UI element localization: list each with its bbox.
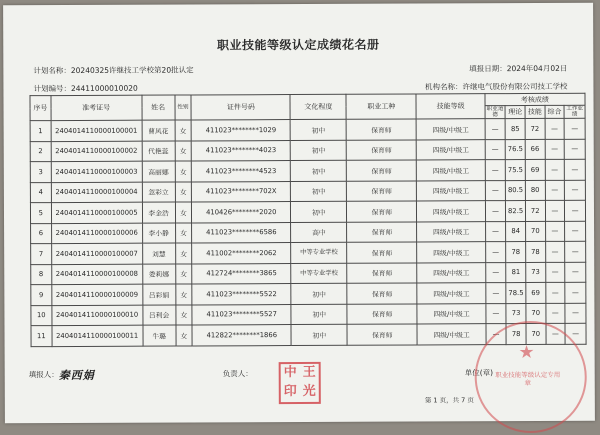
cell-seq: 3 [30,162,51,183]
cell-work: — [565,200,586,221]
table-row [30,159,585,182]
cell-occupation: 保育师 [347,262,417,283]
cell-education: 初中 [291,160,347,181]
cell-skill: 73 [526,262,546,283]
document-title: 职业技能等级认定成绩花名册 [216,37,380,53]
cell-level: 四级/中级工 [417,180,485,201]
cell-overall: — [545,118,565,139]
cell-education: 初中 [291,201,347,222]
cell-level: 四级/中级工 [417,201,485,222]
cell-education: 中等专业学校 [291,242,347,263]
header-ethics: 职业道德 [486,106,504,119]
cell-seq: 8 [31,264,52,285]
cell-seq: 6 [31,223,52,244]
cell-overall: — [545,139,565,160]
cell-occupation: 保育师 [347,201,417,222]
cell-overall: — [545,159,565,180]
official-seal-text: 职业技能等级认定专用章 [495,370,561,388]
cell-cert-no: 2404014110000100004 [51,182,142,203]
cell-level: 四级/中级工 [417,119,485,140]
cell-skill: 70 [525,221,545,242]
header-level: 技能等级 [416,94,484,119]
cell-theory: 84 [506,221,526,242]
header-work: 工作业绩 [564,105,585,118]
header-overall: 综合 [545,105,565,118]
cell-seq: 11 [31,326,52,347]
organization [425,81,568,93]
cell-gender: 女 [176,325,193,346]
header-gender: 性别 [175,95,192,120]
cell-name: 娄莉娜 [142,264,175,285]
cell-gender: 女 [175,202,192,223]
cell-overall: — [545,200,565,221]
cell-skill: 66 [525,139,545,160]
cell-name: 忽彩立 [142,182,175,203]
cell-occupation: 保育师 [347,324,417,345]
cell-cert-no: 2404014110000100001 [51,120,142,141]
cell-occupation: 保育师 [347,180,417,201]
cell-name: 刘慧 [142,243,175,264]
cell-level: 四级/中级工 [417,221,485,242]
cell-ethics: — [485,283,506,304]
cell-overall: — [546,323,566,344]
cell-occupation: 保育师 [347,242,417,263]
cell-name: 曹风花 [142,120,175,141]
cell-name: 吕利会 [142,305,175,326]
table-row [31,303,586,326]
cell-id-no: 411023********4523 [191,161,290,182]
organization-label: 机构名称： [424,82,463,92]
cell-gender: 女 [175,140,192,161]
cell-work: — [564,118,585,139]
cell-theory: 78 [506,324,526,345]
cell-ethics: — [485,242,506,263]
header-occupation: 职业工种 [346,94,416,119]
cell-gender: 女 [175,263,192,284]
cell-theory: 81 [506,262,526,283]
table-header [30,93,585,120]
cell-overall: — [545,282,565,303]
cell-gender: 女 [175,284,192,305]
plan-name [33,64,193,76]
cell-occupation: 保育师 [347,303,417,324]
cell-cert-no: 2404014110000100007 [51,243,142,264]
cell-name: 李金浩 [142,202,175,223]
page-info: 第 1 页，共 7 页 [424,396,474,405]
cell-overall: — [545,241,565,262]
cell-seq: 2 [30,141,51,162]
cell-gender: 女 [175,120,192,141]
table-row [30,139,585,162]
table-row [31,262,586,285]
cell-work: — [564,139,585,160]
table-row [31,282,586,305]
cell-ethics: — [486,324,507,345]
cell-overall: — [545,303,565,324]
unit-seal-label: 单位(章) [464,368,494,378]
cell-id-no: 411023********1029 [191,120,290,141]
cell-theory: 73 [506,303,526,324]
cell-id-no: 411023********4023 [191,140,290,161]
score-roster-table [29,93,586,347]
cell-theory: 78.5 [506,283,526,304]
cell-cert-no: 2404014110000100002 [51,141,142,162]
cell-theory: 76.5 [505,139,525,160]
cell-theory: 78 [506,242,526,263]
cell-id-no: 412822********1866 [192,325,291,346]
table-body [30,118,586,346]
cell-cert-no: 2404014110000100010 [52,305,143,326]
table-row [30,118,585,141]
cell-overall: — [545,262,565,283]
cell-cert-no: 2404014110000100005 [51,202,142,223]
cell-work: — [565,323,586,344]
filler-signature: 秦西娟 [58,368,95,383]
table-row [30,200,585,223]
cell-ethics: — [485,139,506,160]
cell-skill: 69 [525,159,545,180]
cell-skill: 70 [526,303,546,324]
cell-level: 四级/中级工 [417,139,485,160]
cell-seq: 4 [30,182,51,203]
cell-work: — [565,221,586,242]
cell-ethics: — [486,303,507,324]
organization-value: 许继电气股份有限公司技工学校 [462,81,568,92]
cell-work: — [565,180,586,201]
cell-theory: 80.5 [506,180,526,201]
filler-label: 填报人： [28,370,59,380]
cell-id-no: 411023********5522 [192,284,291,305]
cell-level: 四级/中级工 [417,262,485,283]
header-id-no: 证件号码 [191,95,290,120]
cell-gender: 女 [175,222,192,243]
cell-education: 初中 [291,304,347,325]
cell-education: 初中 [291,181,347,202]
table-row [30,180,585,203]
cell-level: 四级/中级工 [417,160,485,181]
plan-number-label: 计划编号： [33,83,71,94]
cell-occupation: 保育师 [347,221,417,242]
seal-char: 中 [283,365,297,381]
cell-education: 初中 [291,140,347,161]
cell-skill: 70 [526,323,546,344]
cell-id-no: 411023********702X [192,181,291,202]
cell-ethics: — [485,180,506,201]
cell-cert-no: 2404014110000100011 [52,325,143,346]
cell-education: 初中 [290,119,346,140]
cell-cert-no: 2404014110000100008 [51,264,142,285]
cell-seq: 9 [31,285,52,306]
header-theory: 理论 [505,106,525,119]
header-scores: 考核成绩 [485,93,585,105]
cell-skill: 69 [526,282,546,303]
cell-id-no: 411023********6586 [192,222,291,243]
cell-seq: 1 [30,121,51,142]
fill-date-value: 2024年04月02日 [506,63,568,74]
cell-name: 高丽娜 [142,161,175,182]
header-skill: 技能 [525,105,545,118]
cell-id-no: 411023********5527 [192,304,291,325]
seal-char: 王 [302,364,316,380]
cell-id-no: 412724********3865 [192,263,291,284]
cell-ethics: — [485,201,506,222]
cell-name: 吕彩娟 [142,284,175,305]
cell-seq: 5 [30,203,51,224]
cell-skill: 72 [525,200,545,221]
cell-level: 四级/中级工 [417,283,485,304]
plan-name-value: 20240325许继技工学校第20批认定 [70,65,194,75]
cell-gender: 女 [175,181,192,202]
header-cert-no: 准考证号 [51,95,142,120]
cell-level: 四级/中级工 [417,242,485,263]
cell-occupation: 保育师 [346,160,416,181]
header-education: 文化程度 [290,94,346,119]
cell-occupation: 保育师 [346,139,416,160]
cell-education: 高中 [291,222,347,243]
cell-cert-no: 2404014110000100006 [51,223,142,244]
cell-education: 中等专业学校 [291,263,347,284]
cell-gender: 女 [176,304,193,325]
cell-gender: 女 [175,243,192,264]
cell-level: 四级/中级工 [417,303,485,324]
personal-seal [279,362,321,404]
cell-education: 初中 [291,324,347,345]
cell-occupation: 保育师 [346,119,416,140]
cell-skill: 78 [526,241,546,262]
cell-theory: 75.5 [506,160,526,181]
cell-skill: 72 [525,118,545,139]
cell-theory: 85 [505,119,525,140]
document-paper [3,3,595,424]
cell-occupation: 保育师 [347,283,417,304]
cell-ethics: — [485,119,506,140]
cell-ethics: — [485,221,506,242]
cell-level: 四级/中级工 [417,324,485,345]
cell-overall: — [545,180,565,201]
cell-work: — [565,262,586,283]
cell-name: 代艳蕊 [142,141,175,162]
responsible-label: 负责人： [222,369,253,379]
seal-star-icon: ★ [518,341,535,364]
cell-overall: — [545,221,565,242]
cell-ethics: — [485,160,506,181]
cell-cert-no: 2404014110000100009 [51,284,142,305]
table-row [31,241,586,264]
fill-date-label: 填报日期： [469,64,507,74]
cell-education: 初中 [291,283,347,304]
plan-number-value: 24411000010020 [70,83,138,93]
cell-seq: 7 [31,244,52,265]
cell-cert-no: 2404014110000100003 [51,161,142,182]
cell-work: — [565,241,586,262]
cell-id-no: 410426********2020 [192,202,291,223]
cell-name: 牛璐 [143,325,176,346]
cell-id-no: 411002********2062 [192,243,291,264]
header-name: 姓名 [142,95,175,120]
table-row [31,221,586,244]
cell-work: — [564,159,585,180]
header-seq: 序号 [30,96,51,121]
fill-date [469,63,567,74]
seal-char: 光 [302,383,316,399]
cell-work: — [565,303,586,324]
plan-number [33,83,137,94]
seal-char: 印 [283,384,297,400]
cell-ethics: — [485,262,506,283]
plan-name-label: 计划名称： [33,65,71,76]
cell-seq: 10 [31,305,52,326]
cell-work: — [565,282,586,303]
cell-name: 李小静 [142,223,175,244]
cell-gender: 女 [175,161,192,182]
cell-theory: 82.5 [506,201,526,222]
cell-skill: 80 [525,180,545,201]
